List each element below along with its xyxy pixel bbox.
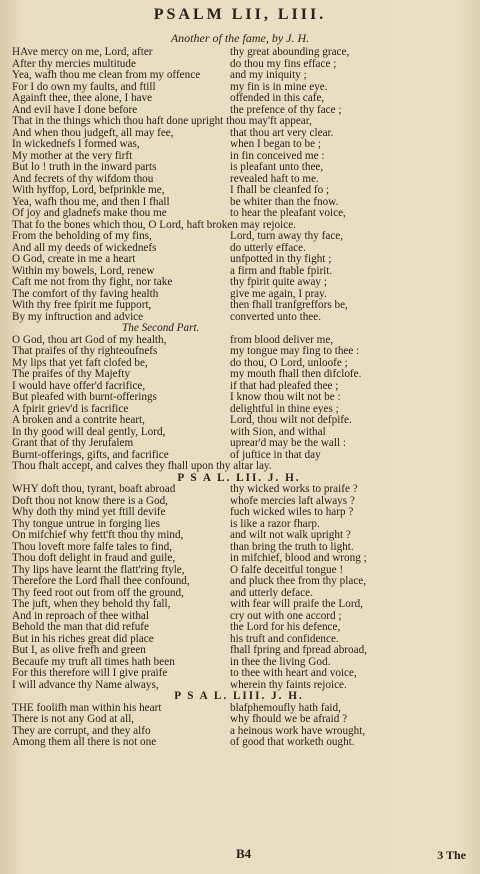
verse-line: [12, 151, 466, 163]
verse-left: My mother at the very firft: [12, 150, 133, 162]
verse-line: [12, 208, 466, 220]
verse-line: [12, 565, 466, 577]
verse-right: my fin is in mine eye.: [230, 81, 328, 93]
verse-line: [12, 47, 466, 59]
verse-right: I fhall be cleanfed fo ;: [230, 185, 330, 196]
verse-line: [12, 415, 466, 427]
verse-line: Thou fhalt accept, and calves they fhall upon thy altar lay.: [12, 461, 272, 472]
verse-line: [12, 668, 466, 680]
verse-left: And when thou judgeft, all may fee,: [12, 127, 174, 139]
verse-line: [12, 645, 466, 657]
verse-left: Againft thee, thee alone, I have: [12, 93, 153, 104]
verse-left: I would have offer'd facrifice,: [12, 380, 146, 392]
verse-left: And in reproach of thee withal: [12, 610, 149, 622]
verse-right: Lord, turn away thy face,: [230, 231, 344, 242]
verse-right: a firm and ftable fpirit.: [230, 265, 333, 277]
verse-left: That praifes of thy righteoufnefs: [12, 346, 158, 357]
verse-left: In wickednefs I formed was,: [12, 139, 140, 150]
verse-right: if that had pleafed thee ;: [230, 380, 339, 392]
verse-left: For I do own my faults, and ftill: [12, 81, 156, 93]
verse-line: [12, 82, 466, 94]
verse-left: In thy good will deal gently, Lord,: [12, 426, 166, 438]
verse-left: Yea, wafh thou me, and then I fhall: [12, 196, 170, 208]
verse-right: to hear the pleafant voice,: [230, 208, 346, 219]
verse-line: [12, 59, 466, 71]
verse-line: [12, 358, 466, 370]
verse-right: give me again, I pray.: [230, 288, 327, 300]
verse-line: [12, 128, 466, 140]
verse-left: HAve mercy on me, Lord, after: [12, 47, 153, 58]
verse-left: And evil have I done before: [12, 104, 138, 116]
verse-left: On mifchief why fett'ft thou thy mind,: [12, 530, 184, 541]
verse-right: to thee with heart and voice,: [230, 668, 357, 679]
psalm-text: [12, 47, 466, 749]
verse-left: And fecrets of thy wifdom thou: [12, 173, 154, 185]
verse-line: [12, 714, 466, 726]
verse-right: uprear'd may be the wall :: [230, 438, 347, 449]
verse-right: do utterly efface.: [230, 242, 306, 254]
verse-right: in thee the living God.: [230, 656, 331, 668]
verse-line: [12, 450, 466, 462]
verse-line: [12, 657, 466, 669]
running-head: PSALM LII, LIII.: [153, 6, 327, 23]
verse-line: [12, 231, 466, 243]
verse-right: with Sion, and withal: [230, 426, 326, 438]
verse-right: do thou my fins efface ;: [230, 58, 337, 70]
verse-left: But lo ! truth in the inward parts: [12, 162, 157, 173]
verse-line: [12, 438, 466, 450]
verse-right: thy fpirit quite away ;: [230, 277, 327, 288]
verse-left: A fpirit griev'd is facrifice: [12, 403, 129, 415]
catchword: 3 The: [437, 848, 466, 862]
verse-left: O God, create in me a heart: [12, 254, 136, 265]
verse-line: [12, 289, 466, 301]
verse-line: [12, 484, 466, 496]
verse-line: [12, 381, 466, 393]
verse-line: [12, 634, 466, 646]
verse-right: of juftice in that day: [230, 449, 321, 461]
verse-line: That fo the bones which thou, O Lord, haft broken may rejoice.: [12, 219, 296, 231]
psalm-heading: P S A L. LIII. J. H.: [174, 691, 304, 702]
verse-left: Thou loveft more falfe tales to find,: [12, 541, 172, 553]
verse-left: Thou doft delight in fraud and guile,: [12, 553, 176, 564]
verse-left: WHY doft thou, tyrant, boaft abroad: [12, 484, 176, 495]
verse-left: Becaufe my truft all times hath been: [12, 656, 175, 668]
verse-line: [12, 162, 466, 174]
verse-right: than bring the truth to light.: [230, 541, 354, 553]
verse-left: Doft thou not know there is a God,: [12, 495, 168, 507]
verse-left: Caft me not from thy fight, nor take: [12, 277, 173, 288]
verse-left: With hyffop, Lord, befprinkle me,: [12, 185, 165, 196]
verse-right: why fhould we be afraid ?: [230, 714, 348, 725]
verse-line: [12, 70, 466, 82]
verse-right: with fear will praife the Lord,: [230, 599, 363, 610]
verse-left: By my inftruction and advice: [12, 311, 144, 323]
verse-left: Therefore the Lord fhall thee confound,: [12, 576, 190, 587]
verse-right: and wilt not walk upright ?: [230, 530, 351, 541]
verse-line: [12, 530, 466, 542]
verse-right: revealed haft to me.: [230, 173, 319, 185]
verse-left: From the beholding of my fins,: [12, 231, 152, 242]
verse-line: [12, 139, 466, 151]
verse-line: [12, 266, 466, 278]
verse-left: For this therefore will I give praife: [12, 668, 168, 679]
verse-left: But pleafed with burnt-offerings: [12, 392, 157, 403]
signature-mark: B4: [236, 846, 252, 861]
page-footer: [0, 846, 480, 866]
verse-right: a heinous work have wrought,: [230, 725, 366, 737]
verse-line: [12, 680, 466, 692]
verse-right: in fin conceived me :: [230, 150, 325, 162]
verse-line: [12, 197, 466, 209]
verse-line: [12, 588, 466, 600]
verse-left: Thy tongue untrue in forging lies: [12, 518, 161, 530]
verse-line: [12, 576, 466, 588]
verse-line: [12, 277, 466, 289]
verse-line: [12, 185, 466, 197]
verse-left: There is not any God at all,: [12, 714, 135, 725]
verse-right: Lord, thou wilt not defpife.: [230, 415, 352, 426]
verse-left: And all my deeds of wickednefs: [12, 242, 157, 254]
psalm-subtitle: Another of the fame, by J. H.: [170, 31, 310, 45]
verse-line: [12, 174, 466, 186]
verse-line: [12, 93, 466, 105]
verse-left: O God, thou art God of my health,: [12, 334, 167, 346]
verse-right: the prefence of thy face ;: [230, 104, 342, 116]
verse-left: The praifes of thy Majefty: [12, 369, 131, 380]
verse-line: [12, 496, 466, 508]
verse-right: I know thou wilt not be :: [230, 392, 341, 403]
verse-left: Grant that of thy Jerufalem: [12, 438, 134, 449]
verse-left: Within my bowels, Lord, renew: [12, 265, 155, 277]
verse-line: [12, 369, 466, 381]
verse-line: [12, 254, 466, 266]
verse-line: [12, 346, 466, 358]
verse-line: [12, 243, 466, 255]
verse-line: [12, 105, 466, 117]
verse-right: from blood deliver me,: [230, 334, 334, 346]
verse-right: is pleafant unto thee,: [230, 162, 324, 173]
verse-right: fhall fpring and fpread abroad,: [230, 645, 367, 656]
verse-left: After thy mercies multitude: [12, 58, 136, 70]
verse-left: Burnt-offerings, gifts, and facrifice: [12, 449, 169, 461]
verse-left: I will advance thy Name always,: [12, 679, 159, 691]
verse-line: [12, 737, 466, 749]
verse-line: [12, 599, 466, 611]
verse-left: Why doth thy mind yet ftill devife: [12, 507, 166, 518]
verse-right: cry out with one accord ;: [230, 610, 342, 622]
verse-right: wherein thy faints rejoice.: [230, 679, 347, 691]
verse-left: With thy free fpirit me fupport,: [12, 300, 152, 311]
verse-right: that thou art very clear.: [230, 127, 334, 139]
verse-right: thy great abounding grace,: [230, 47, 350, 58]
verse-line: [12, 392, 466, 404]
part-heading: The Second Part.: [122, 323, 200, 334]
verse-line: [12, 542, 466, 554]
verse-right: whofe mercies laft always ?: [230, 495, 355, 507]
verse-left: Among them all there is not one: [12, 737, 157, 748]
verse-left: Behold the man that did refufe: [12, 622, 150, 633]
verse-line: That in the things which thou haft done upright thou may'ft appear,: [12, 116, 312, 127]
verse-right: do thou, O Lord, unloofe ;: [230, 357, 348, 369]
verse-line: [12, 335, 466, 347]
verse-line: [12, 611, 466, 623]
verse-left: Yea, wafh thou me clean from my offence: [12, 70, 201, 81]
verse-right: then fhall tranfgreffors be,: [230, 300, 348, 311]
verse-right: my mouth fhall then difclofe.: [230, 369, 362, 380]
verse-line: [12, 507, 466, 519]
verse-line: [12, 622, 466, 634]
psalm-heading: P S A L. LII. J. H.: [177, 472, 301, 484]
verse-line: [12, 703, 466, 715]
verse-right: unfpotted in thy fight ;: [230, 254, 332, 265]
verse-right: and pluck thee from thy place,: [230, 576, 367, 587]
verse-right: thy wicked works to praife ?: [230, 484, 358, 495]
verse-right: when I began to be ;: [230, 139, 322, 150]
verse-right: of good that worketh ought.: [230, 737, 355, 748]
verse-right: offended in this cafe,: [230, 93, 325, 104]
verse-line: [12, 519, 466, 531]
verse-right: blafphemoufly hath faid,: [230, 702, 341, 714]
verse-left: Thy feed root out from off the ground,: [12, 587, 184, 599]
verse-line: [12, 300, 466, 312]
verse-right: his truft and confidence.: [230, 633, 339, 645]
verse-left: A broken and a contrite heart,: [12, 415, 145, 426]
verse-right: and my iniquity ;: [230, 70, 307, 81]
verse-right: my tongue may fing to thee :: [230, 346, 360, 357]
verse-right: is like a razor fharp.: [230, 518, 320, 530]
verse-left: But in his riches great did place: [12, 633, 154, 645]
verse-right: converted unto thee.: [230, 311, 322, 323]
verse-right: O falfe deceitful tongue !: [230, 564, 344, 576]
verse-right: the Lord for his defence,: [230, 622, 341, 633]
verse-line: [12, 726, 466, 738]
verse-left: The juft, when they behold thy fall,: [12, 599, 171, 610]
verse-line: [12, 427, 466, 439]
verse-left: My lips that yet faft clofed be,: [12, 357, 148, 369]
verse-right: and utterly deface.: [230, 587, 313, 599]
verse-left: They are corrupt, and they alfo: [12, 725, 151, 737]
verse-line: [12, 553, 466, 565]
verse-left: The comfort of thy faving health: [12, 288, 159, 300]
verse-left: But I, as olive frefh and green: [12, 645, 146, 656]
verse-line: [12, 404, 466, 416]
verse-left: THE foolifh man within his heart: [12, 702, 162, 714]
verse-left: Of joy and gladnefs make thou me: [12, 208, 167, 219]
verse-left: Thy lips have learnt the flatt'ring ftyle,: [12, 564, 185, 576]
verse-line: [12, 312, 466, 324]
verse-right: be whiter than the fnow.: [230, 196, 339, 208]
verse-right: fuch wicked wiles to harp ?: [230, 507, 354, 518]
verse-right: in mifchief, blood and wrong ;: [230, 553, 367, 564]
verse-right: delightful in thine eyes ;: [230, 403, 339, 415]
